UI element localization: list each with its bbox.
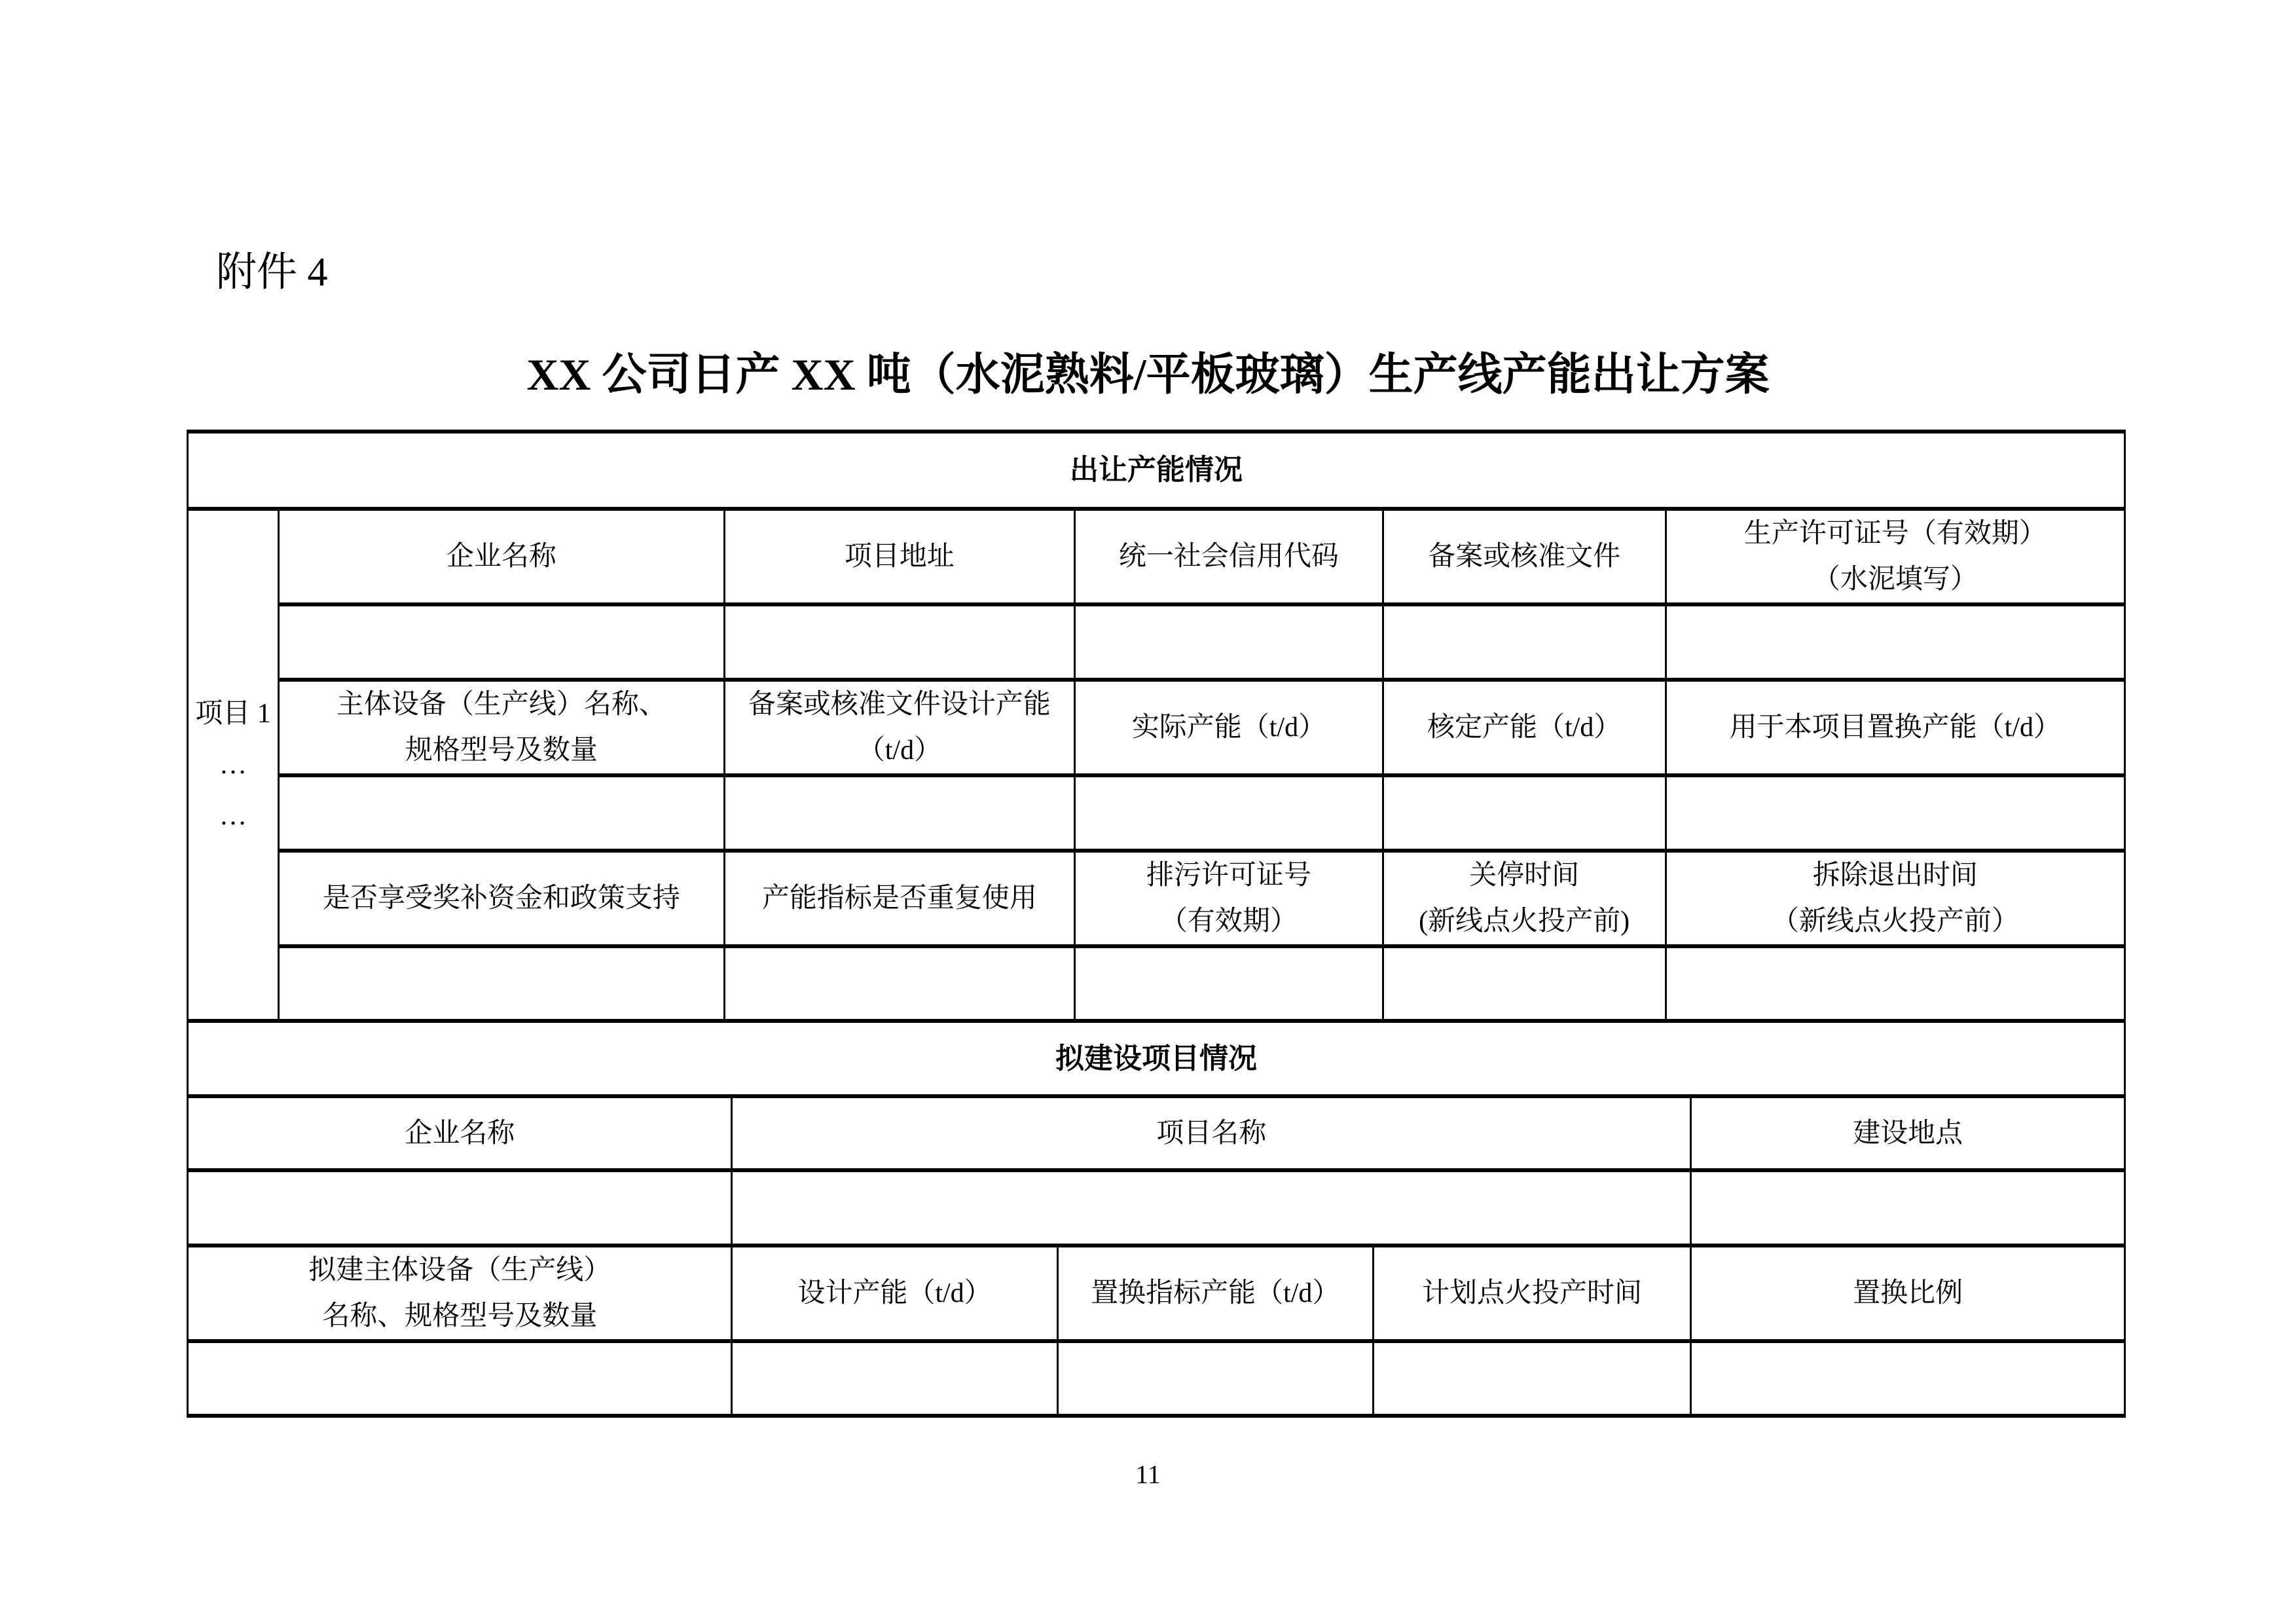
blank-entry-cell [1383,604,1666,680]
attachment-label: 附件 4 [216,250,328,295]
blank-entry-cell [1075,775,1383,851]
blank-entry-cell [279,604,725,680]
column-header-shutdown-time: 关停时间 (新线点火投产前) [1383,851,1666,946]
blank-entry-cell [1691,1170,2125,1246]
column-header-production-license: 生产许可证号（有效期） （水泥填写） [1666,509,2124,604]
column-header-subsidy-policy: 是否享受奖补资金和政策支持 [279,851,725,946]
blank-entry-cell [724,604,1075,680]
project-label: 项目 1 [195,699,271,729]
blank-entry-cell [1383,775,1666,851]
column-header-filing-document: 备案或核准文件 [1383,509,1666,604]
blank-entry-cell [188,1170,732,1246]
capacity-transfer-form [187,430,2126,1418]
column-header-replacement-ratio: 置换比例 [1691,1246,2125,1341]
blank-entry-cell [724,775,1075,851]
column-header-company-name: 企业名称 [279,509,725,604]
column-header-indicator-reuse: 产能指标是否重复使用 [724,851,1075,946]
column-header-replacement-capacity: 用于本项目置换产能（t/d） [1666,680,2124,775]
column-header-proposed-equipment: 拟建主体设备（生产线） 名称、规格型号及数量 [188,1246,732,1341]
column-header-main-equipment: 主体设备（生产线）名称、 规格型号及数量 [279,680,725,775]
blank-entry-cell [732,1341,1057,1416]
column-header-actual-capacity: 实际产能（t/d） [1075,680,1383,775]
column-header-project-address: 项目地址 [724,509,1075,604]
blank-entry-cell [279,775,725,851]
blank-entry-cell [279,946,725,1021]
blank-entry-cell [1373,1341,1690,1416]
blank-entry-cell [1057,1341,1373,1416]
column-header-company-name: 企业名称 [188,1096,732,1170]
section-title-transfer: 出让产能情况 [188,432,2125,509]
blank-entry-cell [732,1170,1691,1246]
blank-entry-cell [1666,946,2124,1021]
blank-entry-cell [1075,604,1383,680]
document-title: XX 公司日产 XX 吨（水泥熟料/平板玻璃）生产线产能出让方案 [526,350,1770,399]
page-number: 11 [1135,1460,1161,1489]
column-header-design-capacity: 设计产能（t/d） [732,1246,1057,1341]
blank-entry-cell [1383,946,1666,1021]
project-label-cell [188,509,279,1021]
column-header-project-name: 项目名称 [732,1096,1691,1170]
project-ellipsis: … [219,750,247,780]
blank-entry-cell [724,946,1075,1021]
blank-entry-cell [188,1341,732,1416]
blank-entry-cell [1666,775,2124,851]
blank-entry-cell [1666,604,2124,680]
blank-entry-cell [1691,1341,2125,1416]
project-ellipsis: … [219,801,247,831]
column-header-pollution-permit: 排污许可证号 （有效期） [1075,851,1383,946]
column-header-credit-code: 统一社会信用代码 [1075,509,1383,604]
blank-entry-cell [1075,946,1383,1021]
column-header-design-capacity: 备案或核准文件设计产能 （t/d） [724,680,1075,775]
column-header-replacement-indicator-capacity: 置换指标产能（t/d） [1057,1246,1373,1341]
column-header-dismantle-time: 拆除退出时间 （新线点火投产前） [1666,851,2124,946]
column-header-construction-site: 建设地点 [1691,1096,2125,1170]
column-header-approved-capacity: 核定产能（t/d） [1383,680,1666,775]
transfer-capacity-table [187,430,2126,1023]
proposed-project-table [187,1019,2126,1418]
section-title-proposed-project: 拟建设项目情况 [188,1021,2125,1096]
column-header-planned-ignition-time: 计划点火投产时间 [1373,1246,1690,1341]
